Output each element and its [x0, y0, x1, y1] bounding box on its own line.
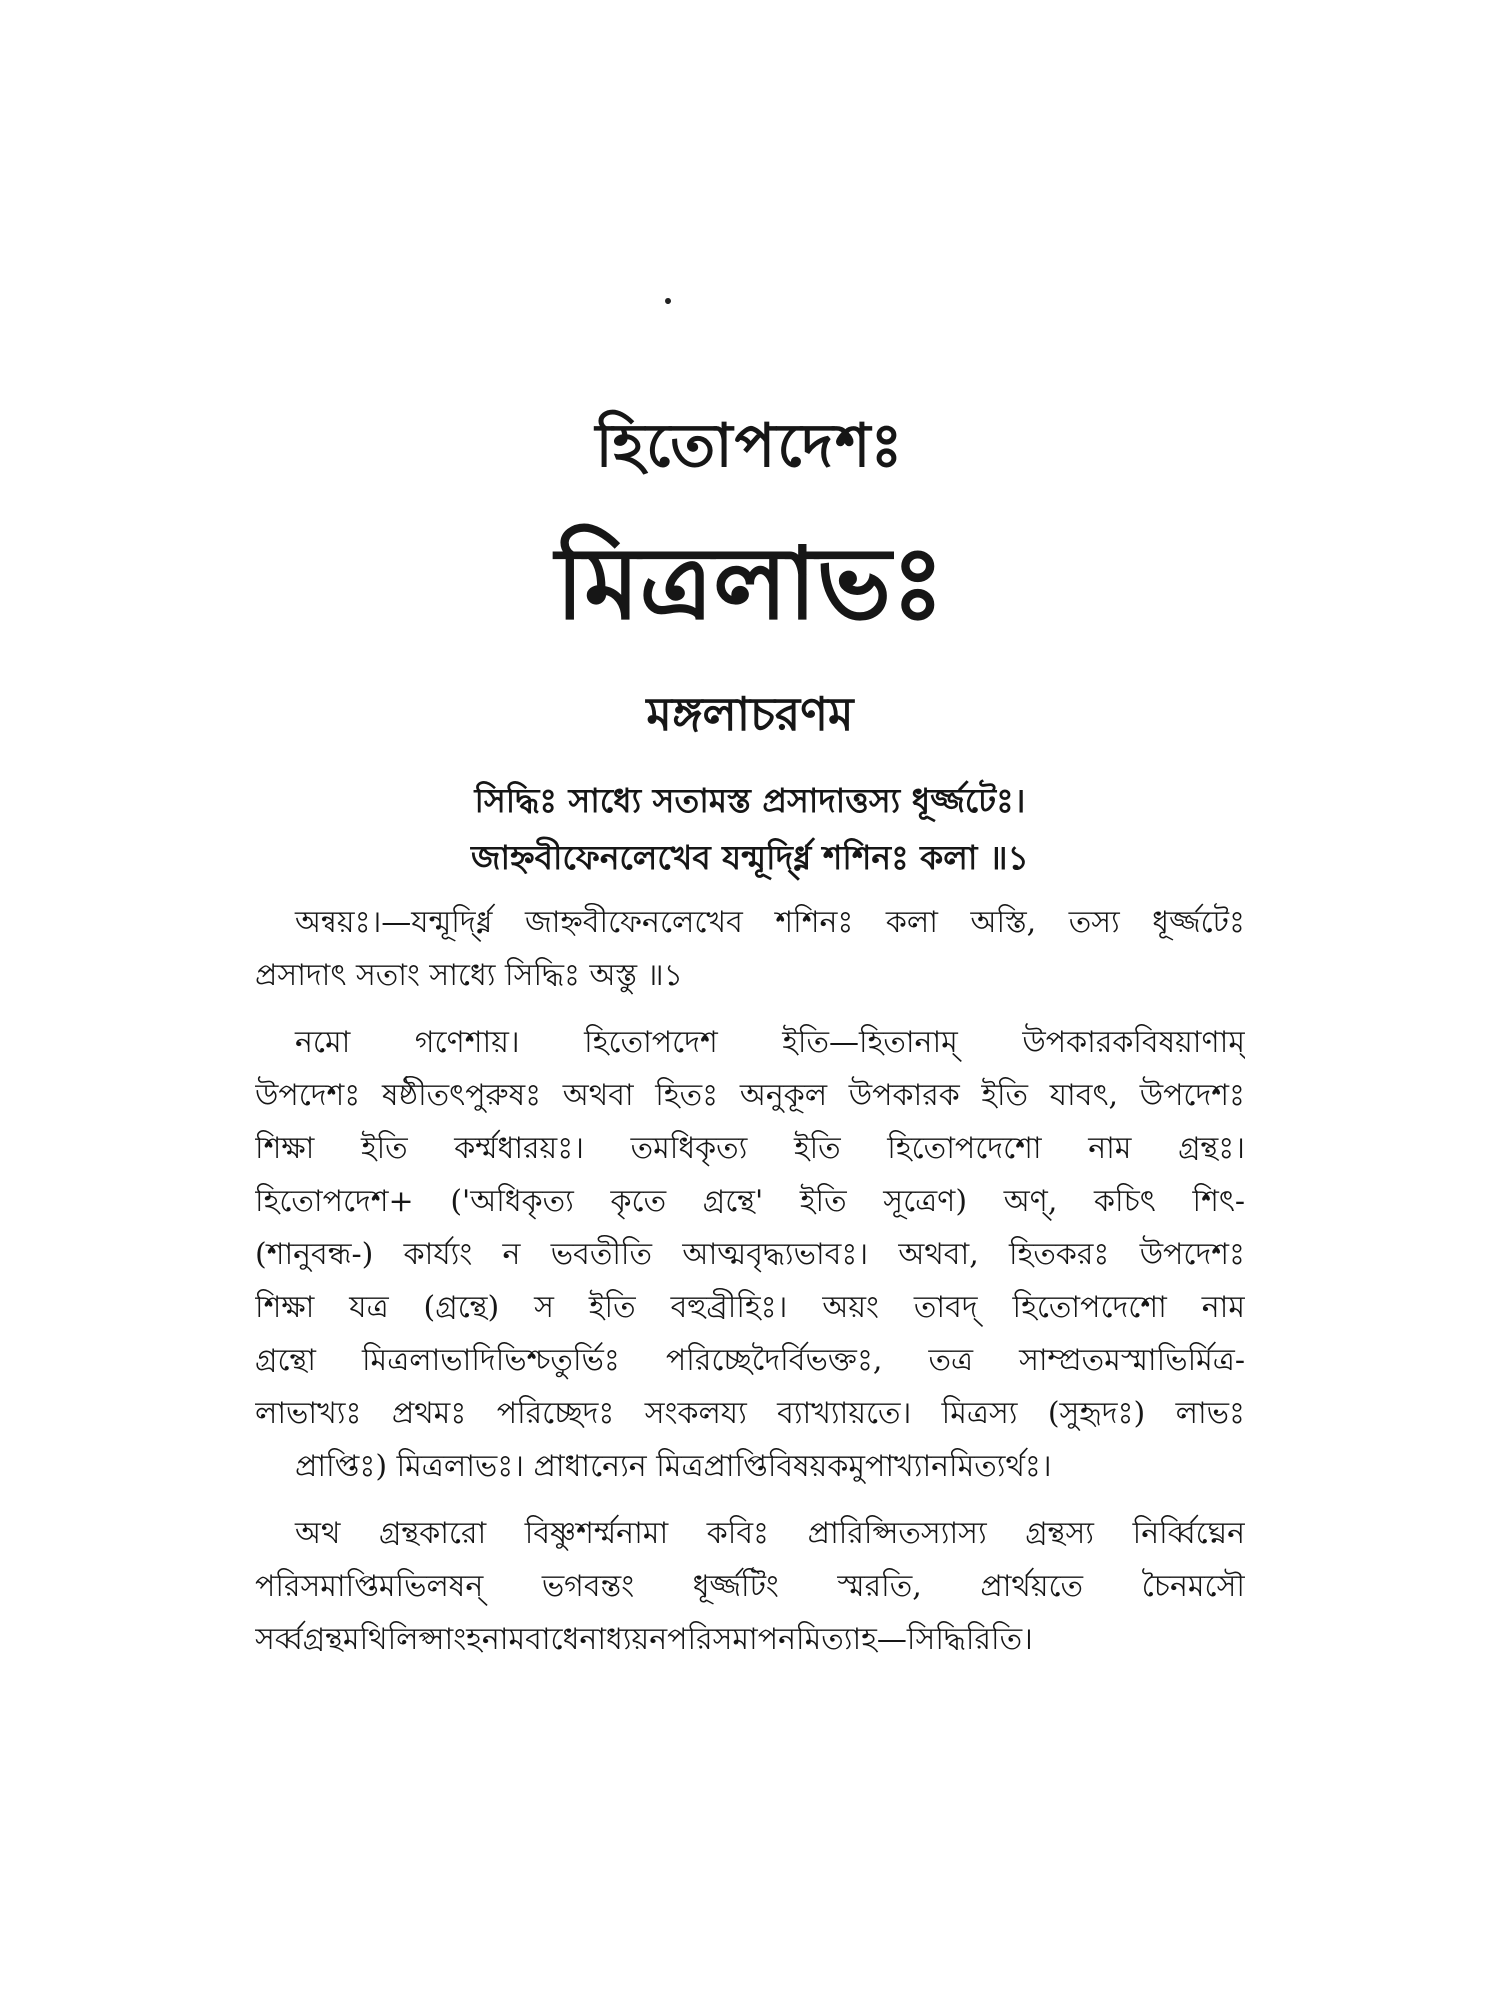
- chapter-title: মিত্রলাভঃ: [555, 524, 945, 642]
- commentary-line: গ্রন্থো মিত্রলাভাদিভিশ্চতুর্ভিঃ পরিচ্ছেদৈর্বিভক্তঃ, তত্র সাম্প্রতমস্মাভির্মিত্র-: [255, 1343, 1245, 1378]
- ink-speck: [664, 297, 672, 305]
- section-title: মঙ্গলাচরণম: [646, 687, 854, 741]
- series-title: হিতোপদেশঃ: [595, 411, 905, 481]
- intro-line: সর্ব্বগ্রন্থমথিলিপ্সাংহনামবাধেনাধ্যয়নপরিসমাপনমিত্যাহ—সিদ্ধিরিতি।: [255, 1622, 1033, 1657]
- anvaya-line: অন্বয়ঃ।—যন্মূর্দ্ধ্নি জাহ্নবীফেনলেখেব শশিনঃ কলা অস্তি, তস্য ধূর্জ্জটেঃ: [295, 905, 1245, 940]
- verse-line-1: সিদ্ধিঃ সাধ্যে সতামস্ত প্রসাদাত্তস্য ধূর্জ্জটেঃ।: [474, 781, 1026, 820]
- commentary-line: হিতোপদেশ+ ('অধিকৃত্য কৃতে গ্রন্থে' ইতি সূত্রেণ) অণ্, কচিৎ শিৎ-: [255, 1184, 1245, 1219]
- intro-line: পরিসমাপ্তিমভিলষন্ ভগবন্তং ধূর্জ্জটিং স্মরতি, প্রার্থয়তে চৈনমসৌ: [255, 1569, 1245, 1604]
- commentary-line: প্রাপ্তিঃ) মিত্রলাভঃ। প্রাধান্যেন মিত্রপ্রাপ্তিবিষয়কমুপাখ্যানমিত্যর্থঃ।: [295, 1449, 1052, 1484]
- commentary-line: নমো গণেশায়। হিতোপদেশ ইতি—হিতানাম্ উপকারকবিষয়াণাম্: [295, 1025, 1245, 1060]
- verse-line-2: জাহ্নবীফেনলেখেব যন্মূর্দ্ধ্নি শশিনঃ কলা ॥১: [471, 838, 1029, 877]
- commentary-line: (শানুবন্ধ-) কার্য্যং ন ভবতীতি আত্মবৃদ্ধ্যভাবঃ। অথবা, হিতকরঃ উপদেশঃ: [255, 1237, 1245, 1272]
- commentary-line: লাভাখ্যঃ প্রথমঃ পরিচ্ছেদঃ সংকলয্য ব্যাখ্যায়তে। মিত্রস্য (সুহৃদঃ) লাভঃ: [255, 1396, 1245, 1431]
- intro-line: অথ গ্রন্থকারো বিষ্ণুশর্ম্মনামা কবিঃ প্রারিপ্সিতস্যাস্য গ্রন্থস্য নির্ব্বিঘ্নেন: [295, 1516, 1245, 1551]
- commentary-line: শিক্ষা ইতি কর্ম্মধারয়ঃ। তমধিকৃত্য ইতি হিতোপদেশো নাম গ্রন্থঃ।: [255, 1131, 1245, 1166]
- commentary-line: উপদেশঃ ষষ্ঠীতৎপুরুষঃ অথবা হিতঃ অনুকূল উপকারক ইতি যাবৎ, উপদেশঃ: [255, 1078, 1245, 1113]
- commentary-line: শিক্ষা যত্র (গ্রন্থে) স ইতি বহুব্রীহিঃ। অয়ং তাবদ্ হিতোপদেশো নাম: [255, 1290, 1245, 1325]
- anvaya-line: প্রসাদাৎ সতাং সাধ্যে সিদ্ধিঃ অস্তু ॥১: [255, 958, 684, 993]
